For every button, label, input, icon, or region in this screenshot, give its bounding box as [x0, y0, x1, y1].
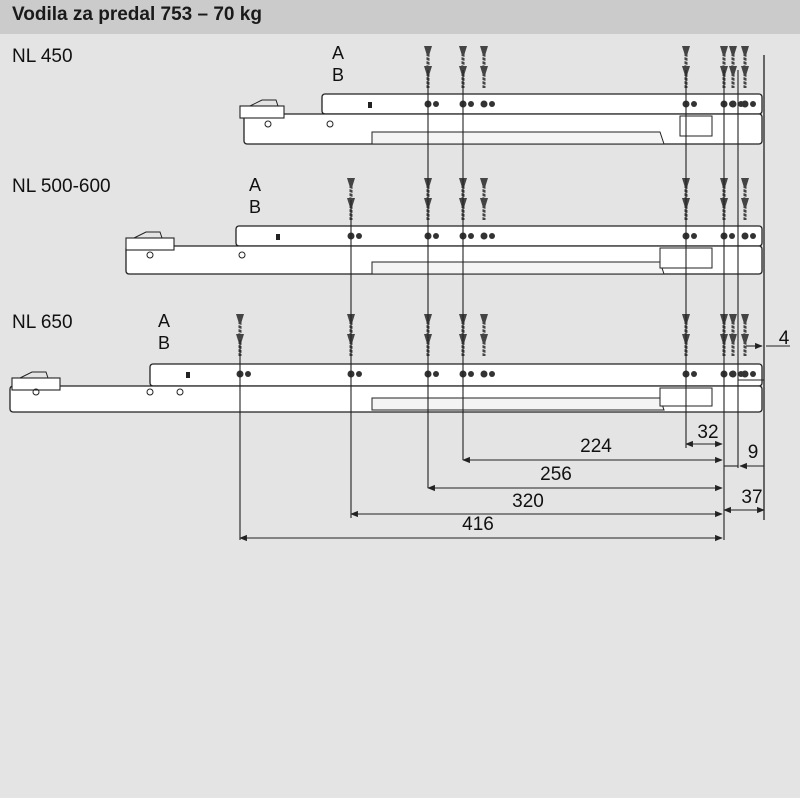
- mounting-hole: [489, 371, 495, 377]
- mounting-hole: [750, 101, 756, 107]
- screw-icon: [682, 46, 690, 68]
- screw-icon: [480, 66, 488, 88]
- mounting-hole: [468, 371, 474, 377]
- screw-icon: [480, 314, 488, 336]
- label-a: A: [158, 311, 171, 331]
- screw-icon: [741, 334, 749, 356]
- screw-icon: [480, 334, 488, 356]
- mounting-hole: [489, 233, 495, 239]
- screw-icon: [480, 46, 488, 68]
- mounting-hole: [468, 101, 474, 107]
- screw-icon: [741, 66, 749, 88]
- mounting-hole: [750, 233, 756, 239]
- dim-9: 9: [747, 442, 759, 463]
- dim-224: 224: [580, 436, 612, 457]
- mounting-hole: [481, 101, 488, 108]
- dim-320: 320: [512, 491, 544, 512]
- screw-icon: [741, 46, 749, 68]
- mounting-hole: [433, 233, 439, 239]
- mounting-hole: [742, 233, 749, 240]
- rail-nl-650: [10, 364, 762, 412]
- mounting-hole: [691, 371, 697, 377]
- label-a: A: [332, 43, 345, 63]
- row-label-nl-650: NL 650: [12, 312, 73, 333]
- rail-nl-500-600: [126, 226, 762, 274]
- mounting-hole: [481, 233, 488, 240]
- dim-32: 32: [697, 422, 719, 443]
- mounting-hole: [356, 233, 362, 239]
- page-title: Vodila za predal 753 – 70 kg: [12, 4, 262, 25]
- row-label-nl-500-600: NL 500-600: [12, 176, 111, 197]
- screw-icon: [424, 46, 432, 68]
- label-b: B: [249, 197, 262, 217]
- dim-37: 37: [741, 487, 763, 508]
- screw-icon: [729, 334, 737, 356]
- label-b: B: [158, 333, 171, 353]
- dim-256: 256: [540, 464, 572, 485]
- dim-4: 4: [778, 328, 790, 349]
- screw-icon: [459, 46, 467, 68]
- mounting-hole: [730, 101, 737, 108]
- screw-icon: [480, 178, 488, 200]
- mounting-hole: [356, 371, 362, 377]
- screw-icon: [741, 198, 749, 220]
- screw-icon: [347, 178, 355, 200]
- screw-icon: [236, 314, 244, 336]
- screw-icon: [720, 46, 728, 68]
- row-label-nl-450: NL 450: [12, 46, 73, 67]
- screw-icon: [741, 178, 749, 200]
- mounting-hole: [742, 371, 749, 378]
- mounting-hole: [742, 101, 749, 108]
- screw-icon: [729, 66, 737, 88]
- dim-416: 416: [462, 514, 494, 535]
- mounting-hole: [730, 371, 737, 378]
- mounting-hole: [691, 101, 697, 107]
- screw-icon: [741, 314, 749, 336]
- mounting-hole: [481, 371, 488, 378]
- mounting-hole: [691, 233, 697, 239]
- screw-icon: [729, 314, 737, 336]
- label-a: A: [249, 175, 262, 195]
- screw-icon: [480, 198, 488, 220]
- mounting-hole: [433, 371, 439, 377]
- label-b: B: [332, 65, 345, 85]
- mounting-hole: [489, 101, 495, 107]
- mounting-hole: [729, 233, 735, 239]
- mounting-hole: [245, 371, 251, 377]
- mounting-hole: [468, 233, 474, 239]
- mounting-hole: [433, 101, 439, 107]
- mounting-hole: [750, 371, 756, 377]
- screw-icon: [729, 46, 737, 68]
